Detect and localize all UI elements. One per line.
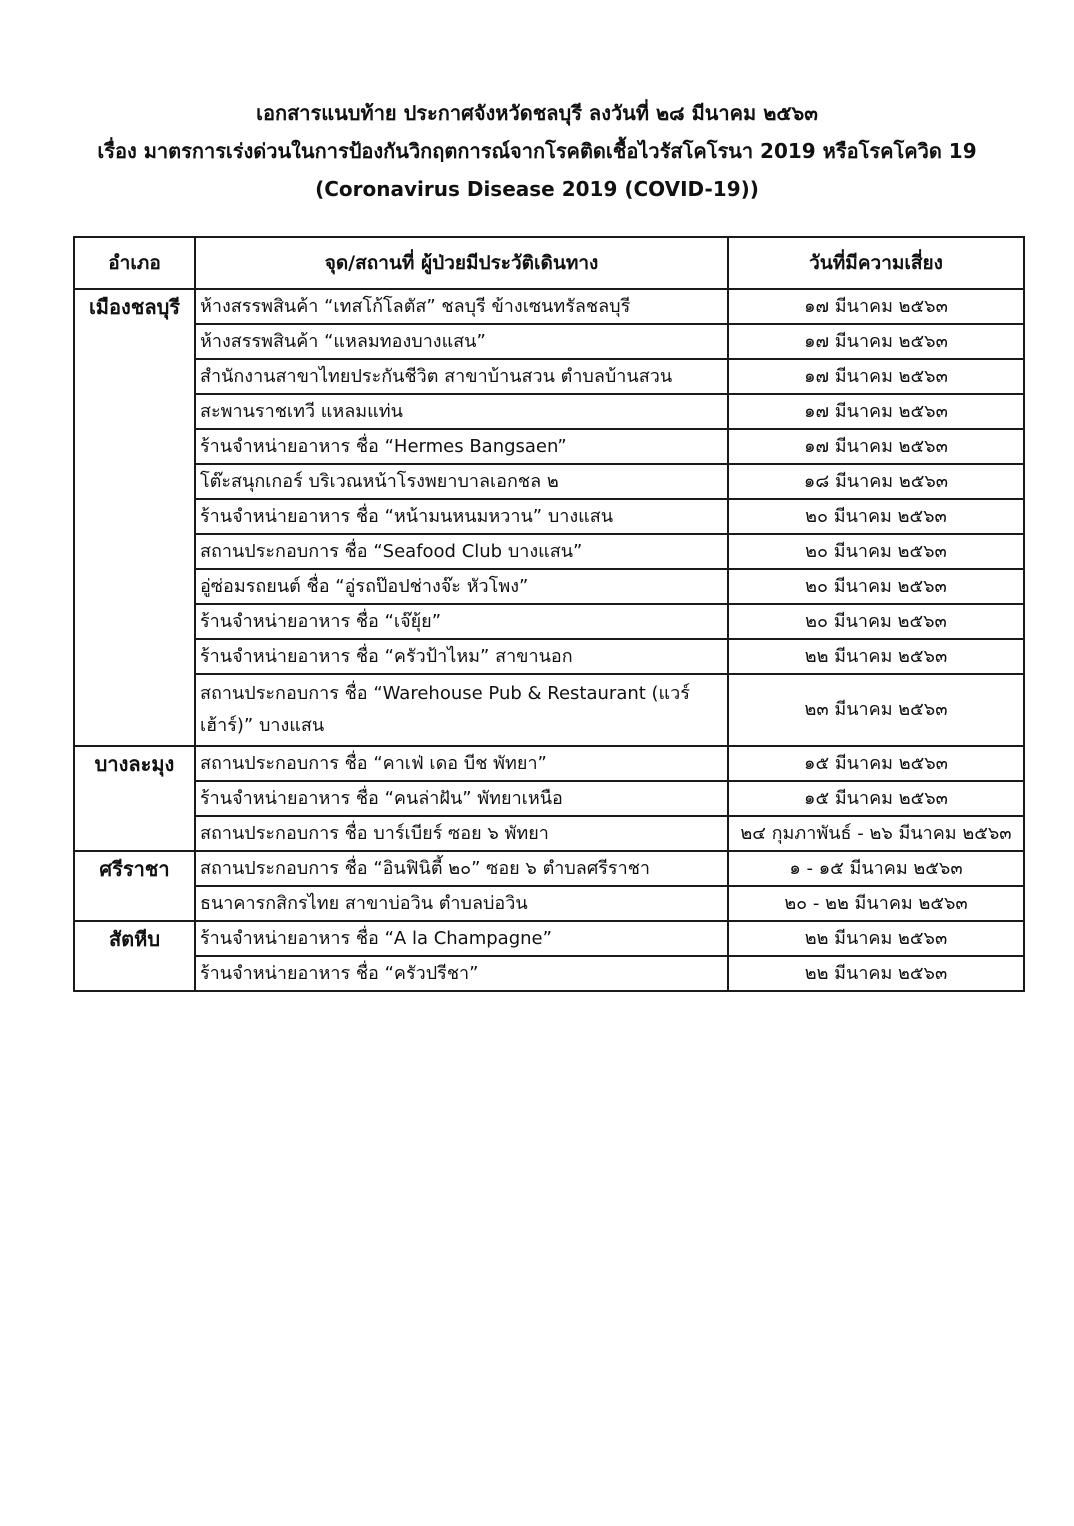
place-cell: สถานประกอบการ ชื่อ “Warehouse Pub & Restaurant (แวร์เฮ้าร์)” บางแสน (195, 674, 728, 746)
table-row (74, 674, 1024, 746)
table-row (74, 746, 1024, 781)
place-cell: สถานประกอบการ ชื่อ “Seafood Club บางแสน” (195, 534, 728, 569)
date-cell: ๒๔ กุมภาพันธ์ - ๒๖ มีนาคม ๒๕๖๓ (728, 816, 1024, 851)
table-row (74, 639, 1024, 674)
date-cell: ๒๓ มีนาคม ๒๕๖๓ (728, 674, 1024, 746)
table-row (74, 851, 1024, 886)
place-cell: สะพานราชเทวี แหลมแท่น (195, 394, 728, 429)
date-cell: ๑๘ มีนาคม ๒๕๖๓ (728, 464, 1024, 499)
district-cell: ศรีราชา (74, 851, 195, 921)
date-cell: ๒๒ มีนาคม ๒๕๖๓ (728, 956, 1024, 991)
place-cell: สถานประกอบการ ชื่อ “คาเฟ่ เดอ บีช พัทยา” (195, 746, 728, 781)
date-cell: ๑๗ มีนาคม ๒๕๖๓ (728, 429, 1024, 464)
column-header-district: อำเภอ (74, 237, 195, 289)
table-row (74, 569, 1024, 604)
document-header (0, 94, 1074, 208)
place-cell: ห้างสรรพสินค้า “เทสโก้โลตัส” ชลบุรี ข้างเซนทรัลชลบุรี (195, 289, 728, 324)
table-row (74, 781, 1024, 816)
place-cell: ห้างสรรพสินค้า “แหลมทองบางแสน” (195, 324, 728, 359)
date-cell: ๑๗ มีนาคม ๒๕๖๓ (728, 359, 1024, 394)
header-subtitle-english: (Coronavirus Disease 2019 (COVID-19)) (315, 177, 759, 201)
district-cell: บางละมุง (74, 746, 195, 851)
date-cell: ๒๐ มีนาคม ๒๕๖๓ (728, 499, 1024, 534)
place-cell: ร้านจำหน่ายอาหาร ชื่อ “Hermes Bangsaen” (195, 429, 728, 464)
place-cell: ร้านจำหน่ายอาหาร ชื่อ “เจ๊ยุ้ย” (195, 604, 728, 639)
column-header-date: วันที่มีความเสี่ยง (728, 237, 1024, 289)
date-cell: ๒๒ มีนาคม ๒๕๖๓ (728, 639, 1024, 674)
date-cell: ๑ - ๑๕ มีนาคม ๒๕๖๓ (728, 851, 1024, 886)
date-cell: ๑๕ มีนาคม ๒๕๖๓ (728, 746, 1024, 781)
table-row (74, 499, 1024, 534)
place-cell: สถานประกอบการ ชื่อ บาร์เบียร์ ซอย ๖ พัทยา (195, 816, 728, 851)
table-row (74, 429, 1024, 464)
table-row (74, 464, 1024, 499)
table-row (74, 921, 1024, 956)
place-cell: สำนักงานสาขาไทยประกันชีวิต สาขาบ้านสวน ตำบลบ้านสวน (195, 359, 728, 394)
date-cell: ๒๐ มีนาคม ๒๕๖๓ (728, 534, 1024, 569)
table-row (74, 534, 1024, 569)
header-subject: เรื่อง มาตรการเร่งด่วนในการป้องกันวิกฤตการณ์จากโรคติดเชื้อไวรัสโคโรนา 2019 หรือโรคโควิด 19 (97, 139, 977, 163)
table-row (74, 604, 1024, 639)
date-cell: ๑๗ มีนาคม ๒๕๖๓ (728, 289, 1024, 324)
table-row (74, 394, 1024, 429)
table-row (74, 956, 1024, 991)
place-cell: ร้านจำหน่ายอาหาร ชื่อ “หน้ามนหนมหวาน” บางแสน (195, 499, 728, 534)
district-cell: สัตหีบ (74, 921, 195, 991)
date-cell: ๑๗ มีนาคม ๒๕๖๓ (728, 324, 1024, 359)
place-cell: ร้านจำหน่ายอาหาร ชื่อ “คนล่าฝัน” พัทยาเหนือ (195, 781, 728, 816)
place-cell: ธนาคารกสิกรไทย สาขาบ่อวิน ตำบลบ่อวิน (195, 886, 728, 921)
place-cell: ร้านจำหน่ายอาหาร ชื่อ “ครัวปรีชา” (195, 956, 728, 991)
place-cell: สถานประกอบการ ชื่อ “อินฟินิตี้ ๒๐” ซอย ๖ ตำบลศรีราชา (195, 851, 728, 886)
table-row (74, 359, 1024, 394)
district-cell: เมืองชลบุรี (74, 289, 195, 746)
date-cell: ๒๐ มีนาคม ๒๕๖๓ (728, 604, 1024, 639)
date-cell: ๒๒ มีนาคม ๒๕๖๓ (728, 921, 1024, 956)
place-cell: อู่ซ่อมรถยนต์ ชื่อ “อู่รถป๊อปช่างจ๊ะ หัวโพง” (195, 569, 728, 604)
header-title: เอกสารแนบท้าย ประกาศจังหวัดชลบุรี ลงวันที่ ๒๘ มีนาคม ๒๕๖๓ (256, 101, 818, 125)
column-header-place: จุด/สถานที่ ผู้ป่วยมีประวัติเดินทาง (195, 237, 728, 289)
table-row (74, 289, 1024, 324)
risk-locations-table (73, 236, 1025, 992)
place-cell: ร้านจำหน่ายอาหาร ชื่อ “ครัวป้าไหม” สาขานอก (195, 639, 728, 674)
table-row (74, 886, 1024, 921)
table-row (74, 816, 1024, 851)
place-cell: โต๊ะสนุกเกอร์ บริเวณหน้าโรงพยาบาลเอกชล ๒ (195, 464, 728, 499)
date-cell: ๒๐ มีนาคม ๒๕๖๓ (728, 569, 1024, 604)
table-row (74, 324, 1024, 359)
date-cell: ๒๐ - ๒๒ มีนาคม ๒๕๖๓ (728, 886, 1024, 921)
table-header-row (74, 237, 1024, 289)
date-cell: ๑๗ มีนาคม ๒๕๖๓ (728, 394, 1024, 429)
place-cell: ร้านจำหน่ายอาหาร ชื่อ “A la Champagne” (195, 921, 728, 956)
date-cell: ๑๕ มีนาคม ๒๕๖๓ (728, 781, 1024, 816)
